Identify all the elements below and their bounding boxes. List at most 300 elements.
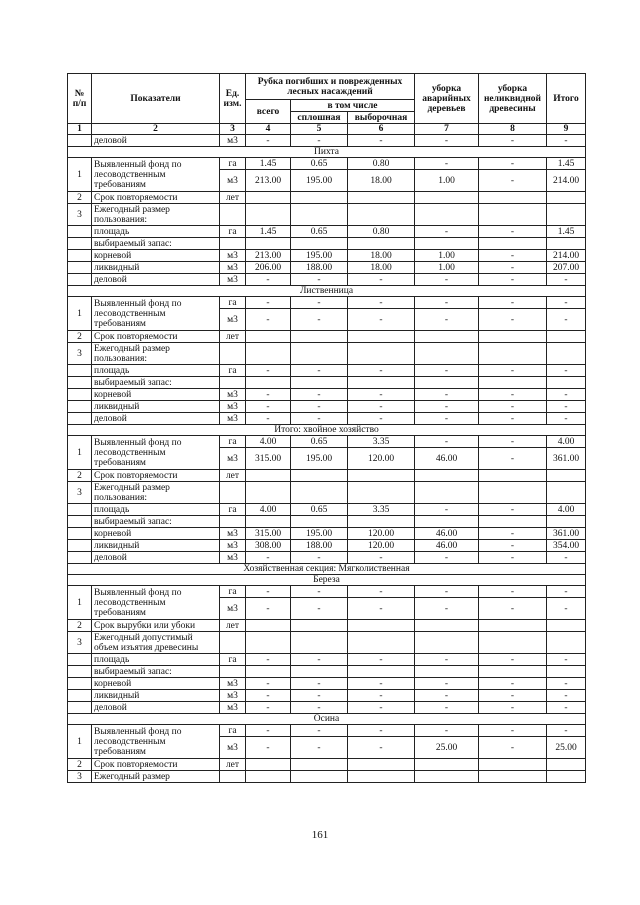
table-cell <box>220 238 246 250</box>
table-cell: га <box>220 725 246 737</box>
table-cell: м3 <box>220 309 246 331</box>
table-cell: 213.00 <box>246 170 291 192</box>
table-cell: м3 <box>220 389 246 401</box>
indicator-label: площадь <box>92 504 220 516</box>
table-row <box>68 158 586 170</box>
table-cell: 188.00 <box>291 262 348 274</box>
indicator-label: деловой <box>92 552 220 564</box>
table-cell <box>348 238 415 250</box>
table-cell: - <box>479 540 547 552</box>
table-cell: 214.00 <box>547 170 586 192</box>
table-cell: м3 <box>220 552 246 564</box>
table-cell <box>291 666 348 678</box>
table-cell <box>547 470 586 482</box>
table-cell: - <box>479 226 547 238</box>
table-row <box>68 702 586 714</box>
indicator-label: корневой <box>92 528 220 540</box>
section-title-row <box>68 286 586 297</box>
table-cell <box>479 238 547 250</box>
table-cell <box>291 238 348 250</box>
table-cell: - <box>348 552 415 564</box>
table-cell: 3.35 <box>348 504 415 516</box>
table-row <box>68 540 586 552</box>
table-cell: га <box>220 226 246 238</box>
indicator-label: ликвидный <box>92 401 220 413</box>
col-total-sub: всего <box>246 100 291 124</box>
table-cell <box>348 759 415 771</box>
table-cell: 2 <box>68 192 92 204</box>
table-cell <box>246 620 291 632</box>
table-cell: лет <box>220 470 246 482</box>
table-cell: - <box>348 135 415 147</box>
table-cell: 1.00 <box>415 170 479 192</box>
row-number: 1 <box>68 436 92 470</box>
indicator-label: Срок вырубки или убоки <box>92 620 220 632</box>
table-cell: 195.00 <box>291 448 348 470</box>
table-row <box>68 401 586 413</box>
table-cell <box>68 377 92 389</box>
table-cell: га <box>220 297 246 309</box>
table-cell: - <box>415 725 479 737</box>
section-title: Береза <box>68 575 586 586</box>
table-row <box>68 297 586 309</box>
table-cell: лет <box>220 331 246 343</box>
table-cell <box>246 377 291 389</box>
table-cell: м3 <box>220 702 246 714</box>
table-cell <box>415 331 479 343</box>
indicator-label: корневой <box>92 389 220 401</box>
table-row <box>68 586 586 598</box>
table-cell <box>479 343 547 365</box>
col-num: 8 <box>479 124 547 135</box>
table-cell <box>68 516 92 528</box>
indicator-label: Ежегодный размер пользования: <box>92 343 220 365</box>
table-cell <box>291 771 348 783</box>
table-cell <box>246 666 291 678</box>
table-cell: - <box>415 552 479 564</box>
table-cell: 4.00 <box>547 504 586 516</box>
table-cell: 3 <box>68 204 92 226</box>
row-number: 1 <box>68 158 92 192</box>
table-cell: 206.00 <box>246 262 291 274</box>
indicator-label: Ежегодный размер пользования: <box>92 204 220 226</box>
table-cell: 0.65 <box>291 504 348 516</box>
table-cell: м3 <box>220 170 246 192</box>
table-cell <box>415 759 479 771</box>
table-cell <box>291 470 348 482</box>
table-cell: 18.00 <box>348 262 415 274</box>
table-cell <box>479 470 547 482</box>
table-cell: - <box>246 654 291 666</box>
indicator-label: выбираемый запас: <box>92 666 220 678</box>
table-cell <box>291 516 348 528</box>
table-cell: - <box>415 274 479 286</box>
table-cell <box>415 620 479 632</box>
table-cell: м3 <box>220 598 246 620</box>
table-cell: - <box>246 135 291 147</box>
table-cell: 18.00 <box>348 250 415 262</box>
table-cell: - <box>547 552 586 564</box>
table-cell: - <box>246 401 291 413</box>
table-cell <box>547 204 586 226</box>
table-cell: - <box>415 297 479 309</box>
indicator-label: Срок повторяемости <box>92 192 220 204</box>
table-cell: - <box>291 725 348 737</box>
indicator-label: Выявленный фонд по лесоводственным требованиям <box>92 586 220 620</box>
table-row <box>68 666 586 678</box>
col-total: Итого <box>547 74 586 124</box>
indicator-label: Выявленный фонд по лесоводственным требованиям <box>92 436 220 470</box>
table-cell: - <box>348 654 415 666</box>
table-cell: - <box>415 654 479 666</box>
table-cell: 354.00 <box>547 540 586 552</box>
col-no: № п/п <box>68 74 92 124</box>
table-cell <box>348 470 415 482</box>
table-cell: га <box>220 654 246 666</box>
table-cell: - <box>547 297 586 309</box>
table-cell: - <box>291 389 348 401</box>
table-cell: 207.00 <box>547 262 586 274</box>
table-cell: 3 <box>68 482 92 504</box>
table-cell: 120.00 <box>348 528 415 540</box>
table-cell <box>68 552 92 564</box>
col-nonliquid: уборка неликвидной древесины <box>479 74 547 124</box>
table-cell <box>348 192 415 204</box>
table-row <box>68 389 586 401</box>
table-cell <box>348 377 415 389</box>
col-emergency: уборка аварийных деревьев <box>415 74 479 124</box>
table-row <box>68 192 586 204</box>
col-unit: Ед. изм. <box>220 74 246 124</box>
section-title: Пихта <box>68 147 586 158</box>
table-cell <box>220 482 246 504</box>
indicator-label: выбираемый запас: <box>92 238 220 250</box>
table-cell <box>291 482 348 504</box>
table-cell <box>246 470 291 482</box>
table-cell: - <box>246 690 291 702</box>
table-cell: - <box>246 274 291 286</box>
table-cell: га <box>220 436 246 448</box>
table-cell: - <box>415 365 479 377</box>
section-title-row <box>68 147 586 158</box>
table-cell <box>415 482 479 504</box>
table-cell: - <box>291 274 348 286</box>
table-cell <box>415 771 479 783</box>
table-cell <box>68 528 92 540</box>
indicator-label: Срок повторяемости <box>92 331 220 343</box>
table-cell: - <box>415 702 479 714</box>
table-row <box>68 528 586 540</box>
table-cell: - <box>348 598 415 620</box>
table-cell <box>479 632 547 654</box>
table-cell: - <box>547 135 586 147</box>
table-cell: - <box>547 309 586 331</box>
table-cell: - <box>246 678 291 690</box>
table-cell: - <box>479 690 547 702</box>
table-cell: - <box>291 309 348 331</box>
table-cell: - <box>415 135 479 147</box>
table-cell <box>246 192 291 204</box>
table-cell: 25.00 <box>415 737 479 759</box>
table-cell: м3 <box>220 690 246 702</box>
table-cell: - <box>348 586 415 598</box>
section-title: Хозяйственная секция: Мягколиственная <box>68 564 586 575</box>
table-cell: га <box>220 158 246 170</box>
table-row <box>68 516 586 528</box>
table-cell <box>220 516 246 528</box>
table-cell <box>547 343 586 365</box>
table-row <box>68 470 586 482</box>
col-num: 3 <box>220 124 246 135</box>
table-cell: - <box>479 448 547 470</box>
table-cell: 1.45 <box>547 226 586 238</box>
table-cell <box>547 632 586 654</box>
table-cell <box>246 632 291 654</box>
table-cell: - <box>479 678 547 690</box>
table-cell <box>415 204 479 226</box>
table-cell: 0.65 <box>291 158 348 170</box>
table-cell: 315.00 <box>246 528 291 540</box>
table-cell: 4.00 <box>547 436 586 448</box>
table-cell: 120.00 <box>348 448 415 470</box>
table-cell: - <box>415 436 479 448</box>
table-cell: - <box>348 401 415 413</box>
table-cell: 1.45 <box>246 158 291 170</box>
section-title: Лиственница <box>68 286 586 297</box>
table-cell: - <box>479 586 547 598</box>
table-cell: - <box>348 413 415 425</box>
col-num: 2 <box>92 124 220 135</box>
table-cell: - <box>246 309 291 331</box>
table-cell: 361.00 <box>547 448 586 470</box>
table-cell <box>547 192 586 204</box>
table-cell <box>479 516 547 528</box>
indicator-label: Выявленный фонд по лесоводственным требованиям <box>92 725 220 759</box>
table-cell: - <box>246 413 291 425</box>
indicator-label: выбираемый запас: <box>92 377 220 389</box>
col-num: 9 <box>547 124 586 135</box>
table-cell: 3.35 <box>348 436 415 448</box>
table-row <box>68 654 586 666</box>
table-cell: 195.00 <box>291 250 348 262</box>
col-num: 7 <box>415 124 479 135</box>
table-cell <box>246 482 291 504</box>
table-cell <box>68 135 92 147</box>
table-cell: - <box>547 365 586 377</box>
table-cell: - <box>291 737 348 759</box>
table-cell <box>68 678 92 690</box>
table-cell: - <box>291 654 348 666</box>
table-cell <box>348 204 415 226</box>
table-cell: 1.45 <box>246 226 291 238</box>
table-cell: 46.00 <box>415 448 479 470</box>
table-cell <box>348 620 415 632</box>
table-cell: лет <box>220 192 246 204</box>
table-cell: - <box>479 262 547 274</box>
table-cell: 2 <box>68 331 92 343</box>
indicator-label: деловой <box>92 702 220 714</box>
table-cell <box>291 632 348 654</box>
table-cell: 213.00 <box>246 250 291 262</box>
table-cell: - <box>479 552 547 564</box>
table-cell <box>479 771 547 783</box>
table-cell: м3 <box>220 262 246 274</box>
section-title-row <box>68 425 586 436</box>
table-cell <box>291 343 348 365</box>
table-cell <box>479 759 547 771</box>
indicator-label: выбираемый запас: <box>92 516 220 528</box>
table-cell <box>479 482 547 504</box>
table-cell: - <box>547 389 586 401</box>
table-cell: - <box>547 678 586 690</box>
table-cell: - <box>348 309 415 331</box>
table-cell: 0.80 <box>348 226 415 238</box>
table-cell: - <box>291 678 348 690</box>
table-cell: 3 <box>68 632 92 654</box>
col-selective: выборочная <box>348 112 415 124</box>
table-cell: - <box>547 690 586 702</box>
table-cell <box>291 377 348 389</box>
table-row <box>68 690 586 702</box>
table-cell: м3 <box>220 250 246 262</box>
col-num: 5 <box>291 124 348 135</box>
table-cell <box>291 204 348 226</box>
table-cell <box>68 702 92 714</box>
table-cell: - <box>291 702 348 714</box>
table-cell <box>547 331 586 343</box>
table-cell: - <box>348 690 415 702</box>
section-title-row <box>68 714 586 725</box>
table-cell: - <box>547 586 586 598</box>
table-row <box>68 632 586 654</box>
table-cell <box>547 377 586 389</box>
table-cell: - <box>291 401 348 413</box>
table-cell <box>246 771 291 783</box>
table-cell <box>220 343 246 365</box>
table-cell: - <box>415 158 479 170</box>
table-cell <box>68 250 92 262</box>
indicator-label: деловой <box>92 135 220 147</box>
table-cell: 308.00 <box>246 540 291 552</box>
table-cell: м3 <box>220 737 246 759</box>
table-cell <box>291 759 348 771</box>
table-cell: - <box>291 598 348 620</box>
section-title-row <box>68 564 586 575</box>
table-cell: - <box>246 737 291 759</box>
table-row <box>68 504 586 516</box>
table-cell: - <box>348 678 415 690</box>
table-cell <box>68 540 92 552</box>
table-cell <box>68 226 92 238</box>
indicator-label: ликвидный <box>92 262 220 274</box>
table-cell <box>547 771 586 783</box>
table-cell <box>415 470 479 482</box>
indicator-label: ликвидный <box>92 690 220 702</box>
table-cell: - <box>479 170 547 192</box>
table-cell: - <box>479 274 547 286</box>
table-cell: - <box>479 135 547 147</box>
table-cell: м3 <box>220 528 246 540</box>
table-cell: - <box>547 274 586 286</box>
indicator-label: корневой <box>92 678 220 690</box>
table-cell <box>68 401 92 413</box>
col-solid: сплошная <box>291 112 348 124</box>
table-cell <box>291 620 348 632</box>
table-cell <box>68 274 92 286</box>
table-cell: - <box>348 297 415 309</box>
table-cell <box>348 632 415 654</box>
table-cell <box>68 238 92 250</box>
table-cell <box>291 331 348 343</box>
table-row <box>68 365 586 377</box>
table-cell <box>68 690 92 702</box>
table-cell: - <box>479 389 547 401</box>
table-cell: - <box>479 158 547 170</box>
table-cell: м3 <box>220 274 246 286</box>
table-cell <box>415 666 479 678</box>
table-cell <box>68 365 92 377</box>
table-row <box>68 771 586 783</box>
table-cell <box>246 343 291 365</box>
col-num: 1 <box>68 124 92 135</box>
table-cell: - <box>479 297 547 309</box>
table-cell: 195.00 <box>291 528 348 540</box>
indicator-label: деловой <box>92 274 220 286</box>
table-cell <box>415 516 479 528</box>
table-cell: 361.00 <box>547 528 586 540</box>
table-cell <box>415 238 479 250</box>
table-cell: лет <box>220 759 246 771</box>
table-cell: - <box>479 504 547 516</box>
table-cell: м3 <box>220 401 246 413</box>
table-row <box>68 204 586 226</box>
table-cell: - <box>479 365 547 377</box>
table-cell <box>348 343 415 365</box>
table-cell: - <box>246 598 291 620</box>
table-cell: 315.00 <box>246 448 291 470</box>
table-cell: 25.00 <box>547 737 586 759</box>
table-cell: - <box>291 552 348 564</box>
table-cell: - <box>246 725 291 737</box>
table-cell <box>547 759 586 771</box>
table-cell <box>415 192 479 204</box>
table-cell: - <box>291 365 348 377</box>
table-header <box>68 74 586 135</box>
table-cell: га <box>220 365 246 377</box>
table-row <box>68 238 586 250</box>
table-cell: - <box>547 413 586 425</box>
table-cell <box>415 377 479 389</box>
table-cell <box>547 238 586 250</box>
table-cell: м3 <box>220 413 246 425</box>
table-cell: 2 <box>68 470 92 482</box>
col-cutting: Рубка погибших и поврежденных лесных насаждений <box>246 74 415 100</box>
table-cell: - <box>547 654 586 666</box>
table-cell: - <box>415 678 479 690</box>
table-cell <box>68 504 92 516</box>
table-cell <box>68 262 92 274</box>
indicator-label: ликвидный <box>92 540 220 552</box>
table-cell: м3 <box>220 135 246 147</box>
indicator-label: площадь <box>92 654 220 666</box>
table-body <box>68 135 586 783</box>
table-cell: м3 <box>220 448 246 470</box>
table-cell <box>348 482 415 504</box>
table-row <box>68 725 586 737</box>
table-cell <box>547 482 586 504</box>
table-row <box>68 552 586 564</box>
table-cell <box>68 389 92 401</box>
